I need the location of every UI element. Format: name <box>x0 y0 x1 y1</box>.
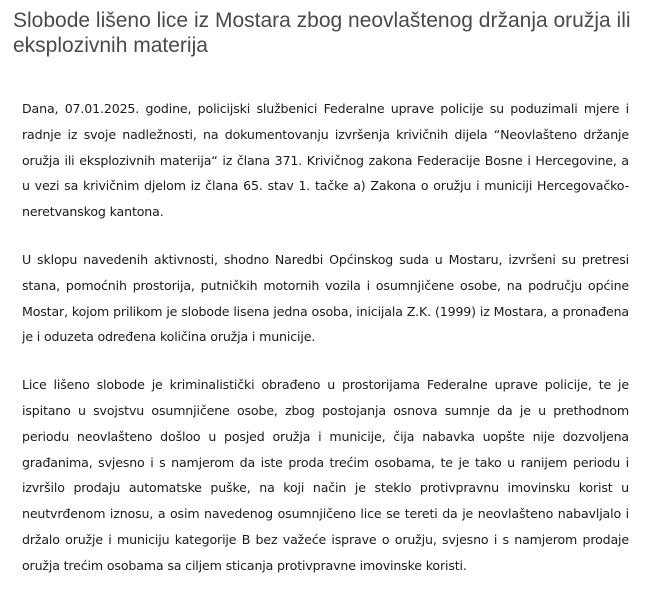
article-body <box>22 96 629 601</box>
article-title: Slobode lišeno lice iz Mostara zbog neovlaštenog držanja oružja ili eksplozivnih materija <box>13 9 631 57</box>
article-paragraph-1: Dana, 07.01.2025. godine, policijski službenici Federalne uprave policije su poduzimali mjere i radnje iz svoje nadležnosti, na dokumentovanju izvršenja krivičnih dijela “Neovlašteno držanje oružja ili eksplozivnih materija“ iz člana 371. Krivičnog zakona Federacije Bosne i Hercegovine, a u vezi sa krivičnim djelom iz člana 65. stav 1. tačke a) Zakona o oružju i municiji Hercegovačko-neretvanskog kantona. <box>22 101 629 220</box>
article-paragraph-3: Lice lišeno slobode je kriminalistički obrađeno u prostorijama Federalne uprave policije, te je ispitano u svojstvu osumnjičene osobe, zbog postojanja osnova sumnje da je u prethodnom periodu neovlašteno došloo u posjed oružja i municije, čija nabavka uopšte nije dozvoljena građanima, svjesno i s namjerom da iste proda trećim osobama, te je tako u ranijem periodu i izvršilo prodaju automatske puške, na koji način je steklo protivpravnu imovinsku korist u neutvrđenom iznosu, a osim navedenog osumnjičeno lice se tereti da je neovlašteno nabavljalo i držalo oružje i municiju kategorije B bez važeće isprave o oružju, svjesno i s namjerom prodaje oružja trećim osobama sa ciljem sticanja protivpravne imovinske koristi. <box>22 377 629 573</box>
article-paragraph-2: U sklopu navedenih aktivnosti, shodno Naredbi Općinskog suda u Mostaru, izvršeni su pretresi stana, pomoćnih prostorija, putničkih motornih vozila i osumnjičene osobe, na području općine Mostar, kojom prilikom je slobode lisena jedna osoba, inicijala Z.K. (1999) iz Mostara, a pronađena je i oduzeta određena količina oružja i municije. <box>22 251 629 345</box>
